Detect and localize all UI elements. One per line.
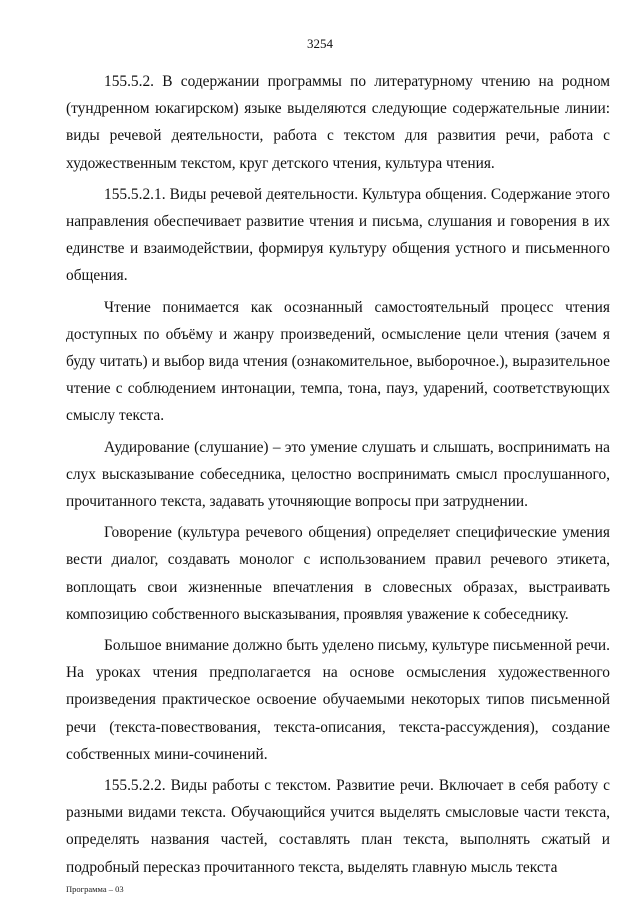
footer-label: Программа – 03: [66, 884, 124, 894]
paragraph-writing: Большое внимание должно быть уделено письму, культуре письменной речи. На уроках чтения предполагается на основе осмысления художественного произведения практическое освоение обучаемыми некоторых типов письменной речи (текста-повествования, текста-описания, текста-рассуждения), создание собственных мини-сочинений.: [66, 637, 610, 763]
paragraph-reading: Чтение понимается как осознанный самостоятельный процесс чтения доступных по объёму и жанру произведений, осмысление цели чтения (зачем я буду читать) и выбор вида чтения (ознакомительное, выборочное.), выразительное чтение с соблюдением интонации, темпа, тона, пауз, ударений, соответствующих смыслу текста.: [66, 298, 610, 425]
paragraph-155-5-2: 155.5.2. В содержании программы по литературному чтению на родном (тундренном юкагирском) языке выделяются следующие содержательные линии: виды речевой деятельности, работа с текстом для развития речи, работа с художественным текстом, круг детского чтения, культура чтения.: [66, 73, 610, 172]
page-number: 3254: [307, 36, 333, 51]
paragraph-155-5-2-2: 155.5.2.2. Виды работы с текстом. Развитие речи. Включает в себя работу с разными видами текста. Обучающийся учится выделять смысловые части текста, определять названия частей, составлять план текста, выполнять сжатый и подробный пересказ прочитанного текста, выделять главную мысль текста: [66, 777, 610, 876]
document-body: [66, 68, 610, 881]
paragraph-155-5-2-1: 155.5.2.1. Виды речевой деятельности. Культура общения. Содержание этого направления обеспечивает развитие чтения и письма, слушания и говорения в их единстве и взаимодействии, формируя культуру общения устного и письменного общения.: [66, 185, 610, 285]
paragraph-listening: Аудирование (слушание) – это умение слушать и слышать, воспринимать на слух высказывание собеседника, целостно воспринимать смысл прослушанного, прочитанного текста, задавать уточняющие вопросы при затруднении.: [66, 438, 610, 511]
paragraph-speaking: Говорение (культура речевого общения) определяет специфические умения вести диалог, создавать монолог с использованием правил речевого этикета, воплощать свои жизненные впечатления в словесных образах, выстраивать композицию собственного высказывания, проявляя уважение к собеседнику.: [66, 524, 610, 623]
